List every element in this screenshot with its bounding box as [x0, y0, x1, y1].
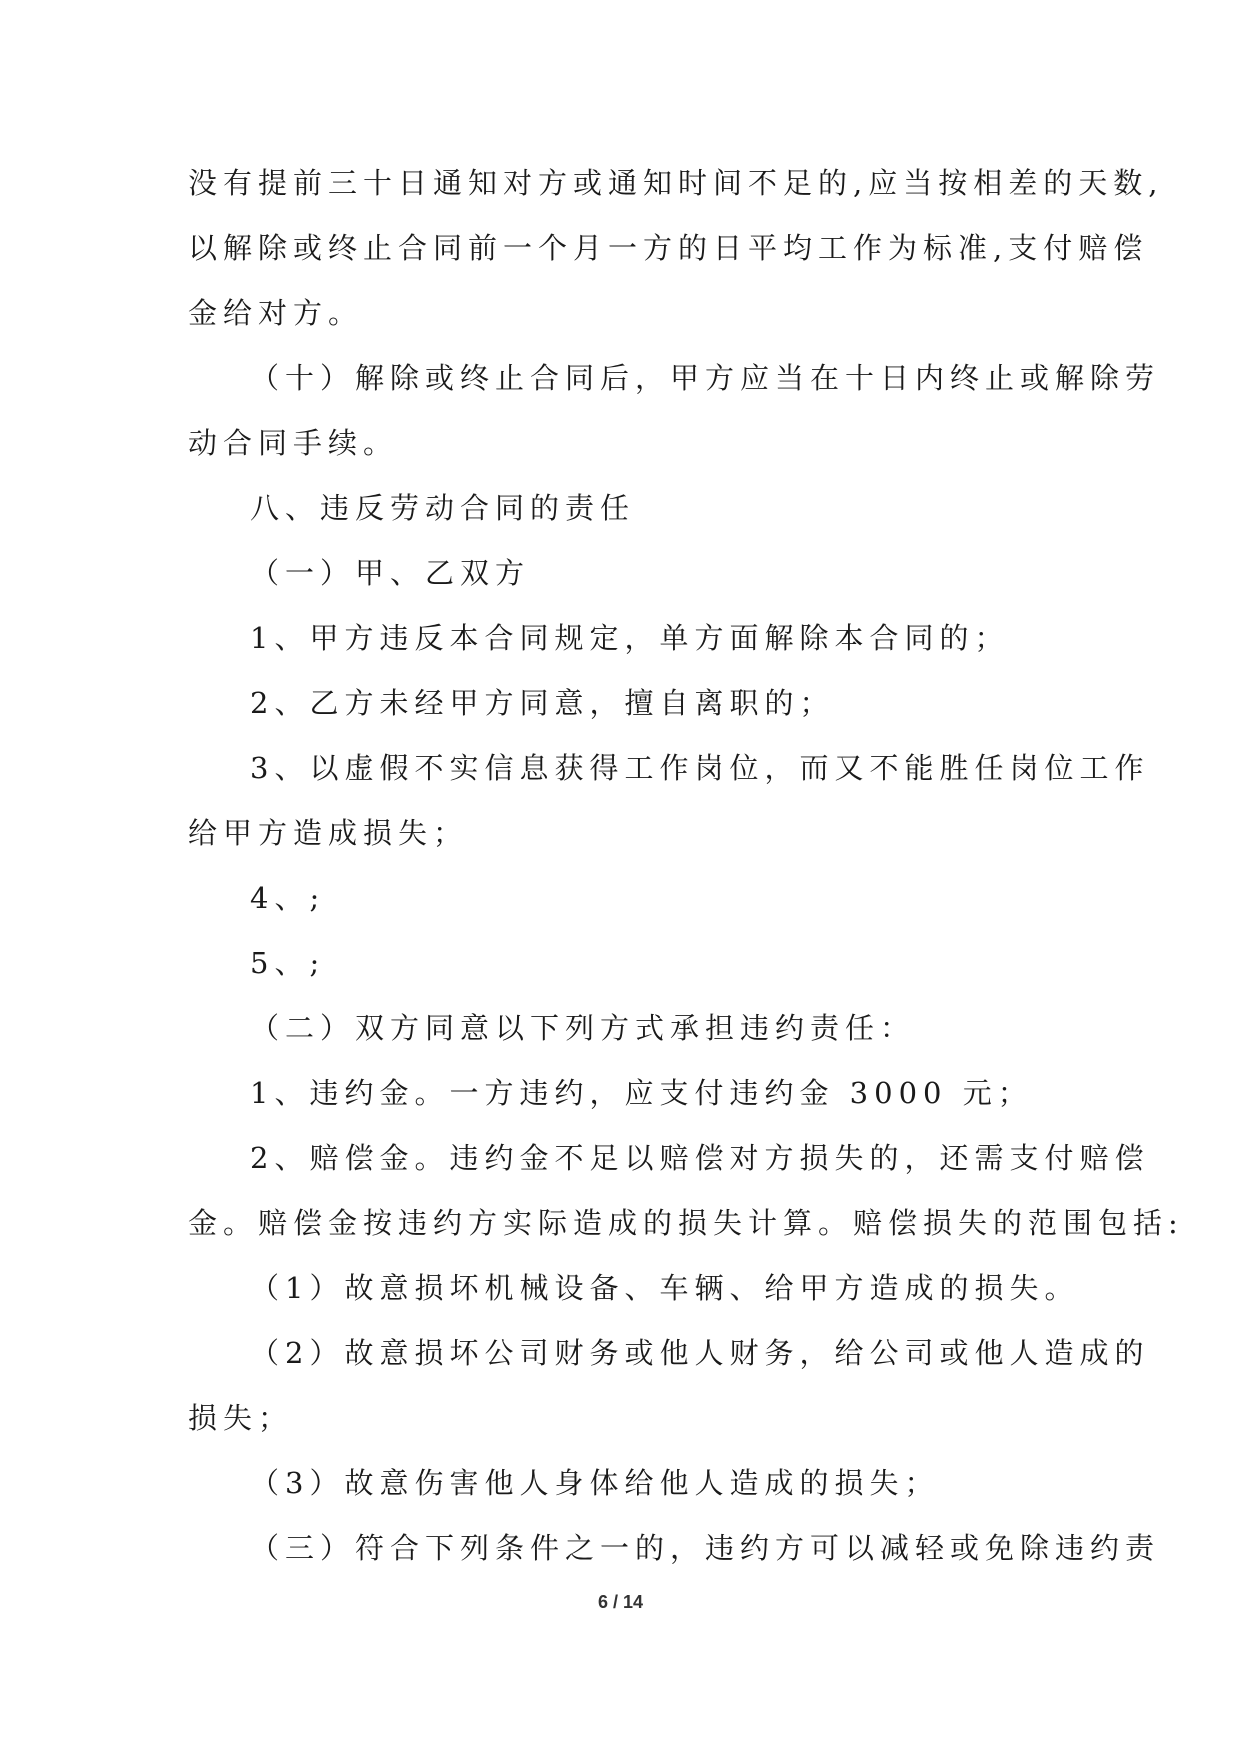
paragraph-line: 损失； [188, 1401, 294, 1435]
paragraph-line: （3）故意伤害他人身体给他人造成的损失； [250, 1466, 940, 1500]
paragraph-line: 3、以虚假不实信息获得工作岗位，而又不能胜任岗位工作 [250, 751, 1150, 785]
paragraph-line: 没有提前三十日通知对方或通知时间不足的,应当按相差的天数, [188, 166, 1164, 200]
paragraph-line: 1、甲方违反本合同规定，单方面解除本合同的； [250, 621, 1010, 655]
paragraph-line: （三）符合下列条件之一的，违约方可以减轻或免除违约责 [250, 1531, 1161, 1565]
paragraph-line: 1、违约金。一方违约，应支付违约金 3000 元； [250, 1076, 1033, 1110]
paragraph-line: 2、赔偿金。违约金不足以赔偿对方损失的，还需支付赔偿 [250, 1141, 1150, 1175]
section-heading: 八、违反劳动合同的责任 [250, 491, 636, 525]
paragraph-line: 4、; [250, 881, 326, 915]
paragraph-line: （2）故意损坏公司财务或他人财务，给公司或他人造成的 [250, 1336, 1150, 1370]
page-number: 6 / 14 [597, 1592, 644, 1612]
document-body [188, 158, 1184, 1588]
paragraph-line: （十）解除或终止合同后，甲方应当在十日内终止或解除劳 [250, 361, 1161, 395]
paragraph-line: 动合同手续。 [188, 426, 399, 460]
subsection-heading: （二）双方同意以下列方式承担违约责任： [250, 1011, 916, 1045]
paragraph-line: 给甲方造成损失； [188, 816, 469, 850]
paragraph-line: 以解除或终止合同前一个月一方的日平均工作为标准,支付赔偿 [188, 231, 1149, 265]
paragraph-line: 5、; [250, 946, 326, 980]
subsection-heading: （一）甲、乙双方 [250, 556, 531, 590]
paragraph-line: 金。赔偿金按违约方实际造成的损失计算。赔偿损失的范围包括: [188, 1206, 1184, 1240]
paragraph-line: 金给对方。 [188, 296, 364, 330]
paragraph-line: （1）故意损坏机械设备、车辆、给甲方造成的损失。 [250, 1271, 1080, 1305]
paragraph-line: 2、乙方未经甲方同意，擅自离职的； [250, 686, 835, 720]
